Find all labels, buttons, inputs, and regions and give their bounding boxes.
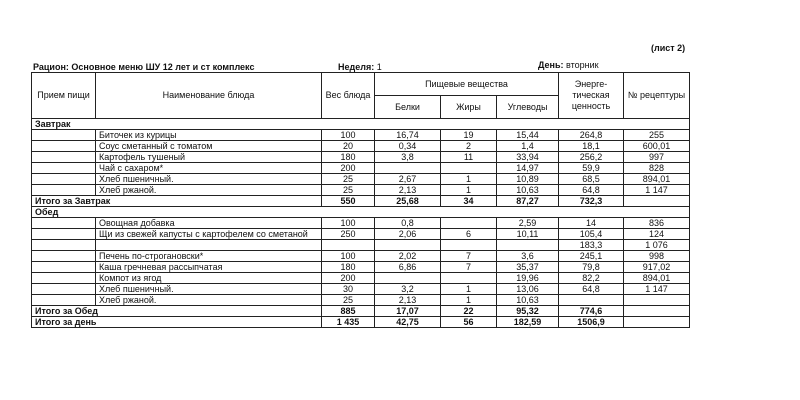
cell-recipe: 1 147 — [624, 284, 690, 295]
cell-recipe: 998 — [624, 251, 690, 262]
empty-cell — [322, 240, 375, 251]
cell-carbs: 19,96 — [497, 273, 559, 284]
dish-name: Хлеб ржаной. — [96, 185, 322, 196]
cell-fat: 7 — [441, 251, 497, 262]
table-row — [32, 141, 690, 152]
meal-cell — [32, 174, 96, 185]
cell-energy: 245,1 — [559, 251, 624, 262]
cell-weight: 25 — [322, 174, 375, 185]
total-energy: 1506,9 — [559, 317, 624, 328]
meal-cell — [32, 251, 96, 262]
cell-recipe-extra: 1 076 — [624, 240, 690, 251]
table-row — [32, 152, 690, 163]
meal-cell — [32, 130, 96, 141]
cell-weight: 30 — [322, 284, 375, 295]
table-row — [32, 251, 690, 262]
meal-cell — [32, 218, 96, 229]
empty-cell — [497, 240, 559, 251]
cell-weight: 25 — [322, 185, 375, 196]
table-row — [32, 218, 690, 229]
cell-energy: 64,8 — [559, 284, 624, 295]
cell-weight: 200 — [322, 163, 375, 174]
total-label: Итого за день — [32, 317, 322, 328]
cell-energy: 256,2 — [559, 152, 624, 163]
cell-carbs: 10,63 — [497, 185, 559, 196]
cell-fat: 7 — [441, 262, 497, 273]
dish-name: Каша гречневая рассыпчатая — [96, 262, 322, 273]
cell-energy: 79,8 — [559, 262, 624, 273]
cell-energy: 68,5 — [559, 174, 624, 185]
col-weight: Вес блюда — [322, 73, 375, 119]
cell-weight: 180 — [322, 262, 375, 273]
dish-name: Щи из свежей капусты с картофелем со сметаной — [96, 229, 322, 240]
total-recipe — [624, 196, 690, 207]
dish-name: Печень по-строгановски* — [96, 251, 322, 262]
cell-carbs: 2,59 — [497, 218, 559, 229]
cell-protein: 6,86 — [375, 262, 441, 273]
cell-protein: 2,67 — [375, 174, 441, 185]
cell-energy: 82,2 — [559, 273, 624, 284]
cell-weight: 100 — [322, 218, 375, 229]
col-meal: Прием пищи — [32, 73, 96, 119]
total-recipe — [624, 317, 690, 328]
total-label: Итого за Завтрак — [32, 196, 322, 207]
table-row — [32, 284, 690, 295]
cell-protein: 2,13 — [375, 185, 441, 196]
total-recipe — [624, 306, 690, 317]
cell-fat: 11 — [441, 152, 497, 163]
table-row — [32, 185, 690, 196]
cell-weight: 180 — [322, 152, 375, 163]
cell-protein: 2,13 — [375, 295, 441, 306]
cell-protein: 0,34 — [375, 141, 441, 152]
table-row-extra — [32, 240, 690, 251]
total-weight: 1 435 — [322, 317, 375, 328]
ration-header — [33, 62, 254, 72]
cell-fat: 19 — [441, 130, 497, 141]
cell-carbs: 14,97 — [497, 163, 559, 174]
dish-name: Хлеб пшеничный. — [96, 284, 322, 295]
meal-cell — [32, 163, 96, 174]
cell-weight: 25 — [322, 295, 375, 306]
sheet-number: (лист 2) — [651, 43, 686, 53]
total-weight: 885 — [322, 306, 375, 317]
cell-recipe — [624, 295, 690, 306]
col-fat: Жиры — [441, 96, 497, 119]
total-energy: 732,3 — [559, 196, 624, 207]
cell-fat — [441, 273, 497, 284]
ration-value: Основное меню ШУ 12 лет и ст комплекс — [71, 62, 255, 72]
cell-recipe: 894,01 — [624, 273, 690, 284]
section-row — [32, 207, 690, 218]
meal-cell — [32, 262, 96, 273]
cell-recipe: 124 — [624, 229, 690, 240]
table-row — [32, 229, 690, 240]
meal-cell — [32, 273, 96, 284]
cell-energy: 18,1 — [559, 141, 624, 152]
meal-cell — [32, 295, 96, 306]
cell-fat: 1 — [441, 284, 497, 295]
table-row — [32, 130, 690, 141]
table-row — [32, 273, 690, 284]
cell-weight: 100 — [322, 130, 375, 141]
ration-label: Рацион: — [33, 62, 69, 72]
cell-weight: 200 — [322, 273, 375, 284]
total-protein: 42,75 — [375, 317, 441, 328]
meal-cell — [32, 229, 96, 240]
cell-recipe: 255 — [624, 130, 690, 141]
empty-cell — [32, 240, 96, 251]
dish-name: Биточек из курицы — [96, 130, 322, 141]
cell-fat — [441, 163, 497, 174]
total-row — [32, 306, 690, 317]
cell-carbs: 10,11 — [497, 229, 559, 240]
col-energy: Энерге-тическая ценность — [559, 73, 624, 119]
cell-energy — [559, 295, 624, 306]
week-header — [338, 62, 382, 72]
col-nutrients: Пищевые вещества — [375, 73, 559, 96]
cell-recipe: 1 147 — [624, 185, 690, 196]
cell-recipe: 836 — [624, 218, 690, 229]
col-dish: Наименование блюда — [96, 73, 322, 119]
cell-recipe: 828 — [624, 163, 690, 174]
total-protein: 25,68 — [375, 196, 441, 207]
day-header — [538, 60, 599, 70]
cell-weight: 20 — [322, 141, 375, 152]
cell-recipe: 894,01 — [624, 174, 690, 185]
dish-name: Картофель тушеный — [96, 152, 322, 163]
week-label: Неделя: — [338, 62, 375, 72]
week-value: 1 — [376, 62, 382, 72]
table-row — [32, 295, 690, 306]
meal-cell — [32, 152, 96, 163]
cell-protein: 0,8 — [375, 218, 441, 229]
cell-fat: 1 — [441, 185, 497, 196]
cell-carbs: 1,4 — [497, 141, 559, 152]
cell-protein — [375, 273, 441, 284]
section-row — [32, 119, 690, 130]
col-protein: Белки — [375, 96, 441, 119]
empty-cell — [96, 240, 322, 251]
cell-fat: 1 — [441, 295, 497, 306]
cell-carbs: 35,37 — [497, 262, 559, 273]
menu-table — [31, 72, 690, 328]
cell-carbs: 33,94 — [497, 152, 559, 163]
meal-cell — [32, 185, 96, 196]
total-row — [32, 196, 690, 207]
dish-name: Хлеб ржаной. — [96, 295, 322, 306]
total-protein: 17,07 — [375, 306, 441, 317]
total-energy: 774,6 — [559, 306, 624, 317]
cell-protein: 2,06 — [375, 229, 441, 240]
total-carbs: 87,27 — [497, 196, 559, 207]
cell-protein: 16,74 — [375, 130, 441, 141]
dish-name: Компот из ягод — [96, 273, 322, 284]
empty-cell — [441, 240, 497, 251]
cell-energy: 264,8 — [559, 130, 624, 141]
cell-carbs: 10,89 — [497, 174, 559, 185]
cell-carbs: 15,44 — [497, 130, 559, 141]
total-carbs: 182,59 — [497, 317, 559, 328]
cell-recipe: 600,01 — [624, 141, 690, 152]
day-label: День: — [538, 60, 564, 70]
cell-energy: 59,9 — [559, 163, 624, 174]
cell-weight: 100 — [322, 251, 375, 262]
day-value: вторник — [566, 60, 599, 70]
section-title: Завтрак — [32, 119, 690, 130]
table-row — [32, 163, 690, 174]
total-fat: 56 — [441, 317, 497, 328]
cell-protein: 3,8 — [375, 152, 441, 163]
meal-cell — [32, 141, 96, 152]
cell-fat: 6 — [441, 229, 497, 240]
cell-protein — [375, 163, 441, 174]
section-title: Обед — [32, 207, 690, 218]
total-weight: 550 — [322, 196, 375, 207]
cell-carbs: 3,6 — [497, 251, 559, 262]
cell-fat: 2 — [441, 141, 497, 152]
meal-cell — [32, 284, 96, 295]
table-row — [32, 174, 690, 185]
cell-carbs: 10,63 — [497, 295, 559, 306]
cell-fat — [441, 218, 497, 229]
cell-carbs: 13,06 — [497, 284, 559, 295]
dish-name: Соус сметанный с томатом — [96, 141, 322, 152]
cell-energy: 64,8 — [559, 185, 624, 196]
dish-name: Хлеб пшеничный. — [96, 174, 322, 185]
empty-cell — [375, 240, 441, 251]
table-row — [32, 262, 690, 273]
cell-protein: 3,2 — [375, 284, 441, 295]
col-carbs: Углеводы — [497, 96, 559, 119]
total-fat: 34 — [441, 196, 497, 207]
cell-recipe: 997 — [624, 152, 690, 163]
dish-name: Чай с сахаром* — [96, 163, 322, 174]
cell-energy: 105,4 — [559, 229, 624, 240]
dish-name: Овощная добавка — [96, 218, 322, 229]
total-label: Итого за Обед — [32, 306, 322, 317]
menu-table-body — [32, 119, 690, 328]
col-recipe: № рецептуры — [624, 73, 690, 119]
cell-weight: 250 — [322, 229, 375, 240]
cell-energy-extra: 183,3 — [559, 240, 624, 251]
cell-energy: 14 — [559, 218, 624, 229]
total-fat: 22 — [441, 306, 497, 317]
total-row — [32, 317, 690, 328]
cell-fat: 1 — [441, 174, 497, 185]
cell-protein: 2,02 — [375, 251, 441, 262]
cell-recipe: 917,02 — [624, 262, 690, 273]
total-carbs: 95,32 — [497, 306, 559, 317]
